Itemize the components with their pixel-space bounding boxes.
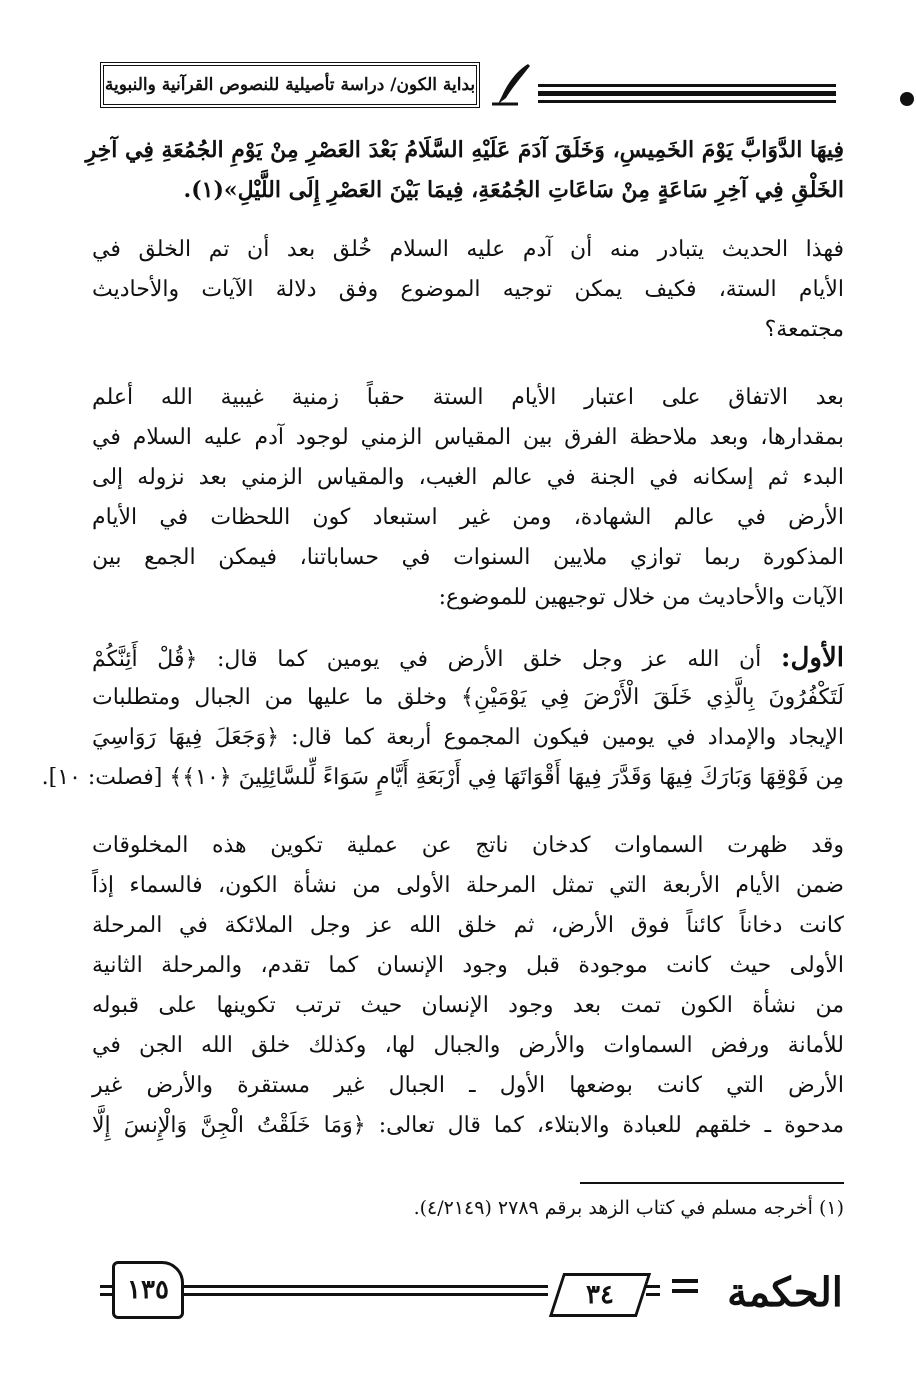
text-line: للأمانة ورفض السماوات والأرض والجبال لها، وكذلك خلق الله الجن في bbox=[92, 1033, 844, 1058]
text-line: الإيجاد والإمداد في يومين فيكون المجموع أربعة كما قال: ﴿وَجَعَلَ فِيهَا رَوَاسِيَ bbox=[92, 725, 844, 750]
text-line: الأرض في عالم الشهادة، ومن غير استبعاد كون اللحظات في الأيام bbox=[92, 505, 844, 530]
paragraph-reconciliation bbox=[92, 378, 844, 618]
running-header bbox=[100, 62, 480, 108]
page-number-box bbox=[112, 1261, 184, 1319]
quill-pen-icon bbox=[488, 60, 534, 108]
footnote bbox=[300, 1192, 844, 1224]
paragraph-first-view bbox=[41, 638, 845, 798]
footer-rule bbox=[100, 1285, 112, 1288]
footer-rule bbox=[646, 1285, 660, 1288]
paragraph-heavens bbox=[92, 826, 844, 1146]
page-body bbox=[41, 130, 845, 1146]
paragraph-question bbox=[92, 230, 844, 350]
footer-rule bbox=[646, 1293, 660, 1296]
text-line: البدء ثم إسكانه في الجنة في عالم الغيب، والمقياس الزمني بعد نزوله إلى bbox=[92, 465, 844, 490]
text-line: مدحوة ـ خلقهم للعبادة والابتلاء، كما قال تعالى: ﴿وَمَا خَلَقْتُ الْجِنَّ وَالْإِنسَ إِلَّا bbox=[92, 1113, 844, 1138]
journal-logo-text: الحكمة bbox=[727, 1269, 843, 1316]
text-line: بعد الاتفاق على اعتبار الأيام الستة حقباً زمنية غيبية الله أعلم bbox=[92, 385, 844, 410]
text-line: لَتَكْفُرُونَ بِالَّذِي خَلَقَ الْأَرْضَ فِي يَوْمَيْنِ﴾ وخلق ما عليها من الجبال ومتطلبات bbox=[92, 685, 845, 710]
paragraph-hadith-continuation bbox=[85, 130, 844, 210]
section-lead: الأول: bbox=[780, 643, 845, 673]
footer-rule bbox=[184, 1285, 548, 1288]
text-line bbox=[92, 638, 844, 678]
text-line: كانت دخاناً كائناً فوق الأرض، ثم خلق الله عز وجل الملائكة في المرحلة bbox=[92, 913, 844, 938]
text-line: وقد ظهرت السماوات كدخان ناتج عن عملية تكوين هذه المخلوقات bbox=[92, 833, 844, 858]
text-line: فهذا الحديث يتبادر منه أن آدم عليه السلام خُلق بعد أن تم الخلق في bbox=[92, 237, 844, 262]
footer-rule bbox=[100, 1293, 112, 1296]
issue-number-box bbox=[549, 1273, 651, 1317]
equals-ornament-icon bbox=[672, 1279, 698, 1299]
footer-rule bbox=[184, 1293, 548, 1296]
text-line: الأرض التي كانت بوضعها الأول ـ الجبال غير مستقرة والأرض غير bbox=[92, 1073, 844, 1098]
footnote-separator bbox=[580, 1182, 844, 1184]
page-footer bbox=[0, 1245, 916, 1345]
text-line: الآيات والأحاديث من خلال توجيهين للموضوع: bbox=[438, 585, 844, 610]
text-line: الأيام الستة، فكيف يمكن توجيه الموضوع وفق دلالة الآيات والأحاديث bbox=[92, 277, 844, 302]
footnote-text: (١) أخرجه مسلم في كتاب الزهد برقم ٢٧٨٩ (٤/٢١٤٩). bbox=[413, 1197, 844, 1219]
page-number: ١٣٥ bbox=[127, 1275, 169, 1305]
text-line: الخَلْقِ فِي آخِرِ سَاعَةٍ مِنْ سَاعَاتِ الجُمُعَةِ، فِيمَا بَيْنَ العَصْرِ إِلَى اللَّيْلِ»(١). bbox=[183, 177, 844, 203]
text-line-rest: أن الله عز وجل خلق الأرض في يومين كما قال: ﴿قُلْ أَئِنَّكُمْ bbox=[92, 647, 762, 672]
text-line: المذكورة ربما توازي ملايين السنوات في حساباتنا، فيمكن الجمع بين bbox=[92, 545, 844, 570]
text-line: فِيهَا الدَّوَابَّ يَوْمَ الخَمِيسِ، وَخَلَقَ آدَمَ عَلَيْهِ السَّلَامُ بَعْدَ العَصْرِ مِنْ يَوْمِ الجُمُعَةِ فِي آخِرِ bbox=[85, 137, 844, 163]
journal-logo bbox=[720, 1263, 850, 1323]
running-header-title: بداية الكون/ دراسة تأصيلية للنصوص القرآنية والنبوية bbox=[104, 75, 476, 95]
text-line: الأولى حيث كانت موجودة قبل وجود الإنسان كما تقدم، والمرحلة الثانية bbox=[92, 953, 844, 978]
page-edge-mark bbox=[900, 92, 914, 106]
text-line: مِن فَوْقِهَا وَبَارَكَ فِيهَا وَقَدَّرَ فِيهَا أَقْوَاتَهَا فِي أَرْبَعَةِ أَيَّامٍ سَوَاءً لِّلسَّائِلِينَ ﴿١٠﴾﴾ [فصلت: ١٠]. bbox=[41, 765, 844, 790]
text-line: من نشأة الكون تمت بعد وجود الإنسان حيث ترتب تكوينها على قبوله bbox=[92, 993, 844, 1018]
text-line: ضمن الأيام الأربعة التي تمثل المرحلة الأولى من نشأة الكون، فالسماء إذاً bbox=[92, 873, 844, 898]
text-line: مجتمعة؟ bbox=[764, 317, 844, 342]
issue-number: ٣٤ bbox=[586, 1280, 614, 1310]
text-line: بمقدارها، وبعد ملاحظة الفرق بين المقياس الزمني لوجود آدم عليه السلام في bbox=[92, 425, 845, 450]
header-rule bbox=[538, 84, 836, 100]
